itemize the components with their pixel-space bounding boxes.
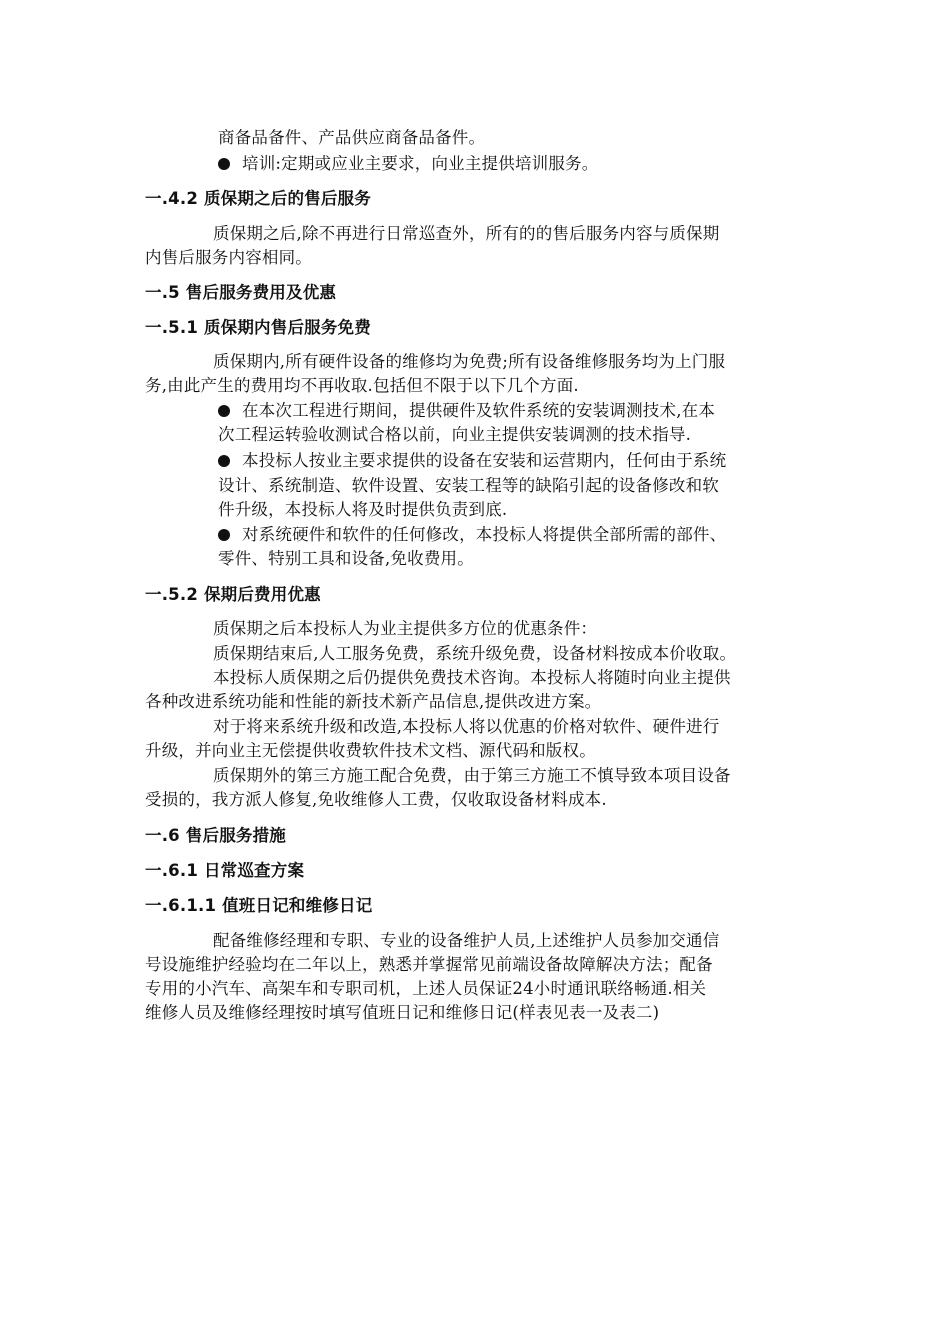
- paragraph-line: 零件、特别工具和设备,免收费用。: [218, 549, 474, 568]
- section-heading: 一.5.2 保期后费用优惠: [145, 585, 321, 604]
- bullet-item: [218, 152, 598, 176]
- section-heading: 一.6 售后服务措施: [145, 826, 286, 845]
- bullet-dot-icon: [218, 158, 230, 170]
- bullet-item: [218, 399, 715, 423]
- paragraph-line: 质保期内,所有硬件设备的维修均为免费;所有设备维修服务均为上门服: [213, 352, 726, 371]
- section-heading: 一.5 售后服务费用及优惠: [145, 283, 337, 302]
- section-heading: 一.6.1.1 值班日记和维修日记: [145, 896, 373, 915]
- paragraph-line: 内售后服务内容相同。: [145, 248, 312, 267]
- bullet-dot-icon: [218, 405, 230, 417]
- paragraph-line: 设计、系统制造、软件设置、安装工程等的缺陷引起的设备修改和软: [218, 476, 719, 495]
- paragraph-line: 受损的，我方派人修复,免收维修人工费，仅收取设备材料成本.: [145, 790, 607, 809]
- paragraph-line: 商备品备件、产品供应商备品备件。: [218, 128, 486, 147]
- bullet-text: 本投标人按业主要求提供的设备在安装和运营期内，任何由于系统: [242, 451, 727, 470]
- section-heading: 一.5.1 质保期内售后服务免费: [145, 318, 371, 337]
- paragraph-line: 质保期之后,除不再进行日常巡查外，所有的的售后服务内容与质保期: [213, 224, 720, 243]
- paragraph-line: 本投标人质保期之后仍提供免费技术咨询。本投标人将随时向业主提供: [213, 668, 731, 687]
- paragraph-line: 务,由此产生的费用均不再收取.包括但不限于以下几个方面.: [145, 376, 579, 395]
- paragraph-line: 对于将来系统升级和改造,本投标人将以优惠的价格对软件、硬件进行: [213, 717, 720, 736]
- paragraph-line: 号设施维护经验均在二年以上，熟悉并掌握常见前端设备故障解决方法；配备: [145, 955, 713, 974]
- paragraph-line: 维修人员及维修经理按时填写值班日记和维修日记(样表见表一及表二): [145, 1003, 660, 1022]
- bullet-dot-icon: [218, 529, 230, 541]
- paragraph-line: 配备维修经理和专职、专业的设备维护人员,上述维护人员参加交通信: [213, 931, 720, 950]
- paragraph-line: 质保期结束后,人工服务免费，系统升级免费，设备材料按成本价收取。: [213, 644, 737, 663]
- bullet-text: 对系统硬件和软件的任何修改，本投标人将提供全部所需的部件、: [242, 525, 727, 544]
- paragraph-line: 质保期外的第三方施工配合免费，由于第三方施工不慎导致本项目设备: [213, 766, 731, 785]
- section-heading: 一.6.1 日常巡查方案: [145, 861, 305, 880]
- section-heading: 一.4.2 质保期之后的售后服务: [145, 189, 371, 208]
- paragraph-line: 升级，并向业主无偿提供收费软件技术文档、源代码和版权。: [145, 741, 596, 760]
- paragraph-line: 专用的小汽车、高架车和专职司机，上述人员保证24小时通讯联络畅通.相关: [145, 979, 707, 998]
- bullet-item: [218, 523, 726, 547]
- bullet-dot-icon: [218, 455, 230, 467]
- bullet-text: 在本次工程进行期间，提供硬件及软件系统的安装调测技术,在本: [242, 401, 716, 420]
- paragraph-line: 各种改进系统功能和性能的新技术新产品信息,提供改进方案。: [145, 692, 602, 711]
- paragraph-line: 次工程运转验收测试合格以前，向业主提供安装调测的技术指导.: [218, 425, 692, 444]
- bullet-item: [218, 449, 726, 473]
- paragraph-line: 件升级，本投标人将及时提供负责到底.: [218, 500, 508, 519]
- paragraph-line: 质保期之后本投标人为业主提供多方位的优惠条件：: [213, 619, 598, 638]
- bullet-text: 培训:定期或应业主要求，向业主提供培训服务。: [242, 154, 599, 173]
